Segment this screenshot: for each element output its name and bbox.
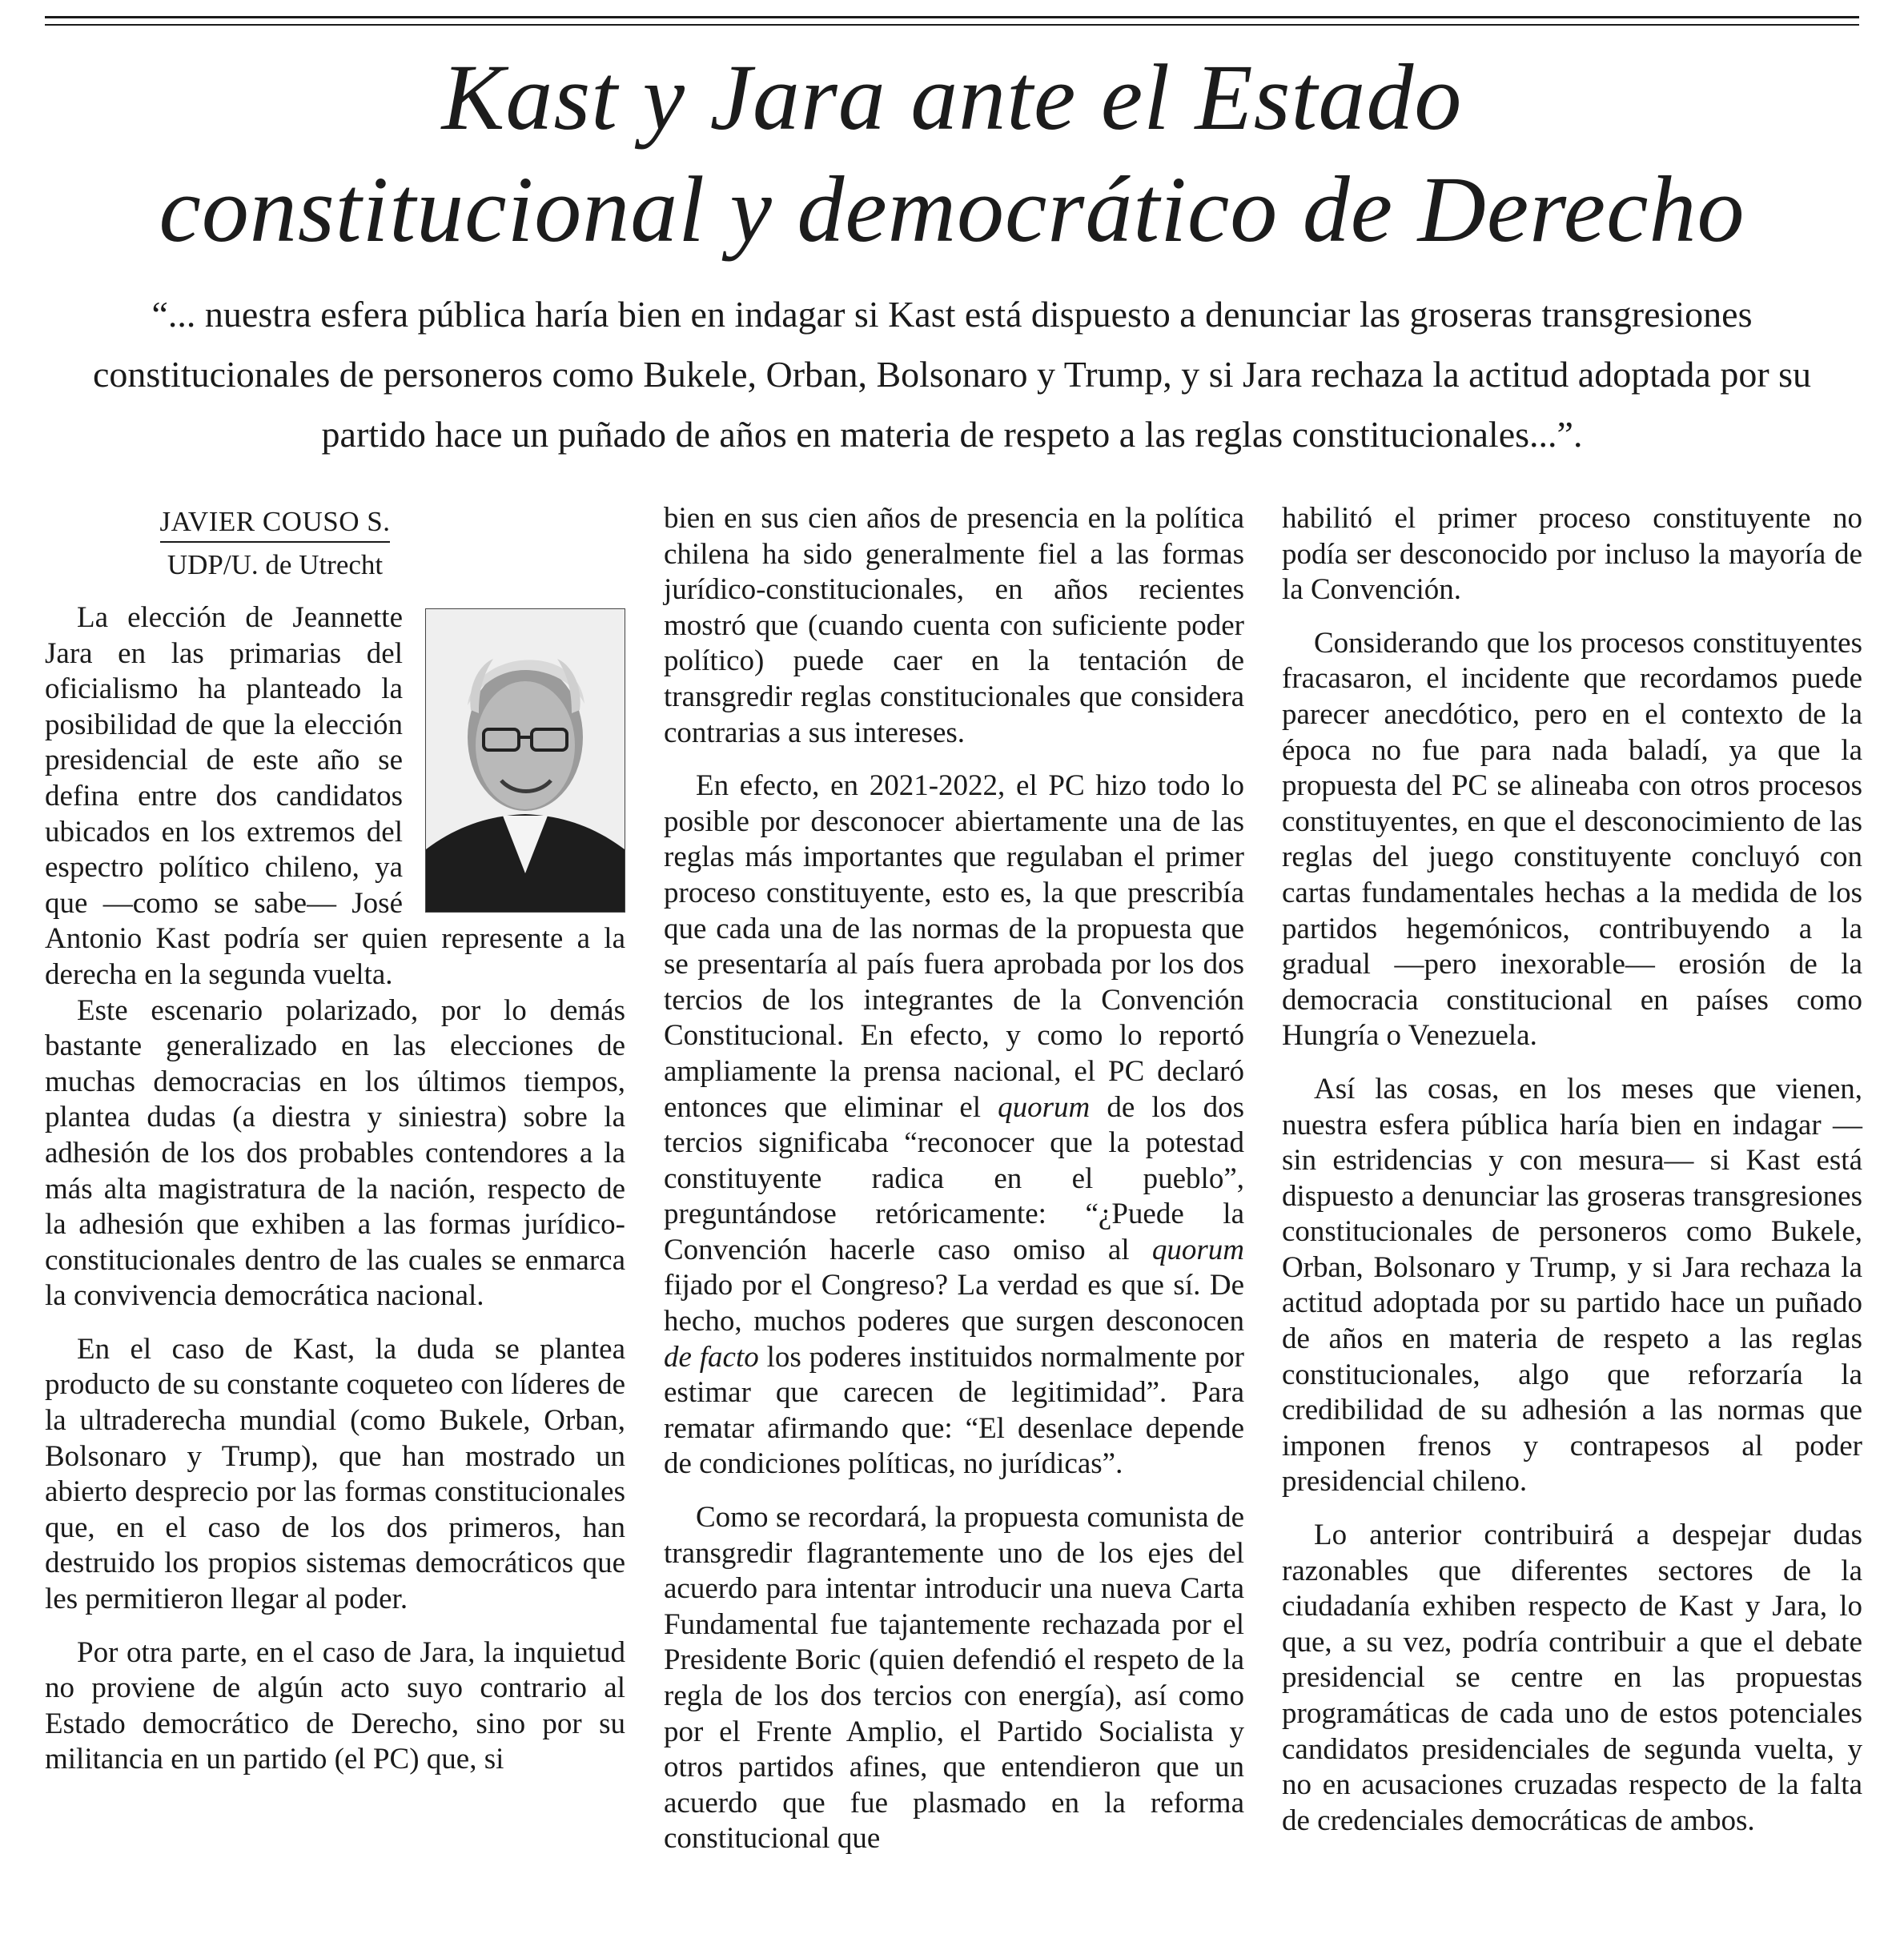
- pull-quote-deck: “... nuestra esfera pública haría bien en indagar si Kast está dispuesto a denunciar las groseras transgresiones constitucionales de personeros como Bukele, Orban, Bolsonaro y Trump, y si Jara rechaza la actitud adoptada por su partido hace un puñado de años en materia de respeto a las reglas constitucionales...”.: [92, 294, 1812, 455]
- author-portrait-photo-icon: [426, 609, 625, 912]
- paragraph: [45, 600, 625, 993]
- paragraph: Por otra parte, en el caso de Jara, la inquietud no proviene de algún acto suyo contrario al Estado democrático de Derecho, sino por su militancia en un partido (el PC) que, si: [45, 1635, 625, 1776]
- author-affiliation: UDP/U. de Utrecht: [167, 549, 384, 580]
- paragraph: habilitó el primer proceso constituyente no podía ser desconocido por incluso la mayoría de la Convención.: [1282, 502, 1862, 607]
- paragraph: Considerando que los procesos constituyentes fracasaron, el incidente que recordamos puede parecer anecdótico, pero en el contexto de la época no fue para nada baladí, ya que la propuesta del PC se alineaba con otros procesos constituyentes, en que el desconocimiento de las reglas del juego constituyente concluyó con cartas fundamentales hechas a la medida de los partidos hegemónicos, contribuyendo a la gradual —pero inexorable— erosión de la democracia constitucional en países como Hungría o Venezuela.: [1282, 626, 1862, 1053]
- paragraph: Este escenario polarizado, por lo demás bastante generalizado en las elecciones de muchas democracias en los últimos tiempos, plantea dudas (a diestra y siniestra) sobre la adhesión de los dos probables contendores a la más alta magistratura de la nación, respecto de la adhesión que exhiben a las formas jurídico-constitucionales dentro de las cuales se enmarca la convivencia democrática nacional.: [45, 993, 625, 1313]
- paragraph: En el caso de Kast, la duda se plantea producto de su constante coqueteo con líderes de la ultraderecha mundial (como Bukele, Orban, Bolsonaro y Trump), que han mostrado un abierto desprecio por las formas constitucionales que, en el caso de los dos primeros, han destruido los propios sistemas democráticos que les permitieron llegar al poder.: [45, 1332, 625, 1616]
- italic-term: quorum: [1151, 1233, 1244, 1266]
- paragraph-text: La elección de Jeannette Jara en las primarias del oficialismo ha planteado la posibilidad de que la elección presidencial de este año se defina entre dos candidatos ubicados en los extremos del espectro político chileno, ya que —como se sabe— José Antonio Kast podría ser quien represente a la derecha en la segunda vuelta.: [45, 601, 625, 991]
- italic-term: de facto: [664, 1340, 759, 1374]
- paragraph-text: de los dos tercios significaba “reconocer que la potestad constituyente radica en el pueblo”, preguntándose retóricamente: “¿Puede la Convención hacerle caso omiso al: [664, 1090, 1245, 1266]
- article-column-2: [664, 501, 1244, 1857]
- paragraph-text: fijado por el Congreso? La verdad es que sí. De hecho, muchos poderes que surgen desconocen: [664, 1269, 1244, 1338]
- top-rule: [45, 16, 1859, 18]
- headline-line-1: Kast y Jara ante el Estado: [441, 45, 1463, 150]
- paragraph: Lo anterior contribuirá a despejar dudas razonables que diferentes sectores de la ciudadanía exhiben respecto de Kast y Jara, lo que, a su vez, podría contribuir a que el debate presidencial se centre en las propuestas programáticas de cada uno de estos potenciales candidatos presidenciales de segunda vuelta, y no en acusaciones cruzadas respecto de la falta de credenciales democráticas de ambos.: [1282, 1519, 1862, 1837]
- article-column-3: [1282, 501, 1862, 1839]
- paragraph: Como se recordará, la propuesta comunista de transgredir flagrantemente uno de los ejes del acuerdo para intentar introducir una nueva Carta Fundamental fue tajantemente rechazada por el Presidente Boric (quien defendió el respeto de la regla de los dos tercios con energía), así como por el Frente Amplio, el Partido Socialista y otros partidos afines, que entendieron que un acuerdo que fue plasmado en la reforma constitucional que: [664, 1501, 1244, 1856]
- author-name: JAVIER COUSO S.: [160, 504, 391, 543]
- paragraph: [664, 768, 1244, 1483]
- photo-wrap: [425, 608, 625, 913]
- article-column-1: [45, 504, 625, 1778]
- italic-term: quorum: [998, 1090, 1091, 1124]
- paragraph-text: los poderes instituidos normalmente por estimar que carecen de legitimidad”. Para rematar afirmando que: “El desenlace depende de condiciones políticas, no jurídicas”.: [664, 1340, 1244, 1481]
- top-rule-thin: [45, 24, 1859, 26]
- byline: [0, 504, 625, 583]
- headline-line-2: constitucional y democrático de Derecho: [159, 157, 1745, 262]
- paragraph: Así las cosas, en los meses que vienen, nuestra esfera pública haría bien en indagar —sin estridencias y con mesura— si Kast está dispuesto a denunciar las groseras transgresiones constitucionales de personeros como Bukele, Orban, Bolsonaro y Trump, y si Jara rechaza la actitud adoptada por su partido hace un puñado de años en materia de respeto a las reglas constitucionales, algo que reforzaría la credibilidad de su adhesión a las normas que imponen frenos y contrapesos al poder presidencial chileno.: [1282, 1072, 1862, 1499]
- paragraph-text: En efecto, en 2021-2022, el PC hizo todo lo posible por desconocer abiertamente una de las reglas más importantes que regulaban el primer proceso constituyente, esto es, la que prescribía que cada una de las normas de la propuesta que se presentaría al país fuera aprobada por los dos tercios de los integrantes de la Convención Constitucional. En efecto, y como lo reportó ampliamente la prensa nacional, el PC declaró entonces que eliminar el: [664, 769, 1244, 1124]
- paragraph: bien en sus cien años de presencia en la política chilena ha sido generalmente fiel a las formas jurídico-constitucionales, en años recientes mostró que (cuando cuenta con suficiente poder político) puede caer en la tentación de transgredir reglas constitucionales que considera contrarias a sus intereses.: [664, 502, 1244, 749]
- headline: [45, 42, 1859, 266]
